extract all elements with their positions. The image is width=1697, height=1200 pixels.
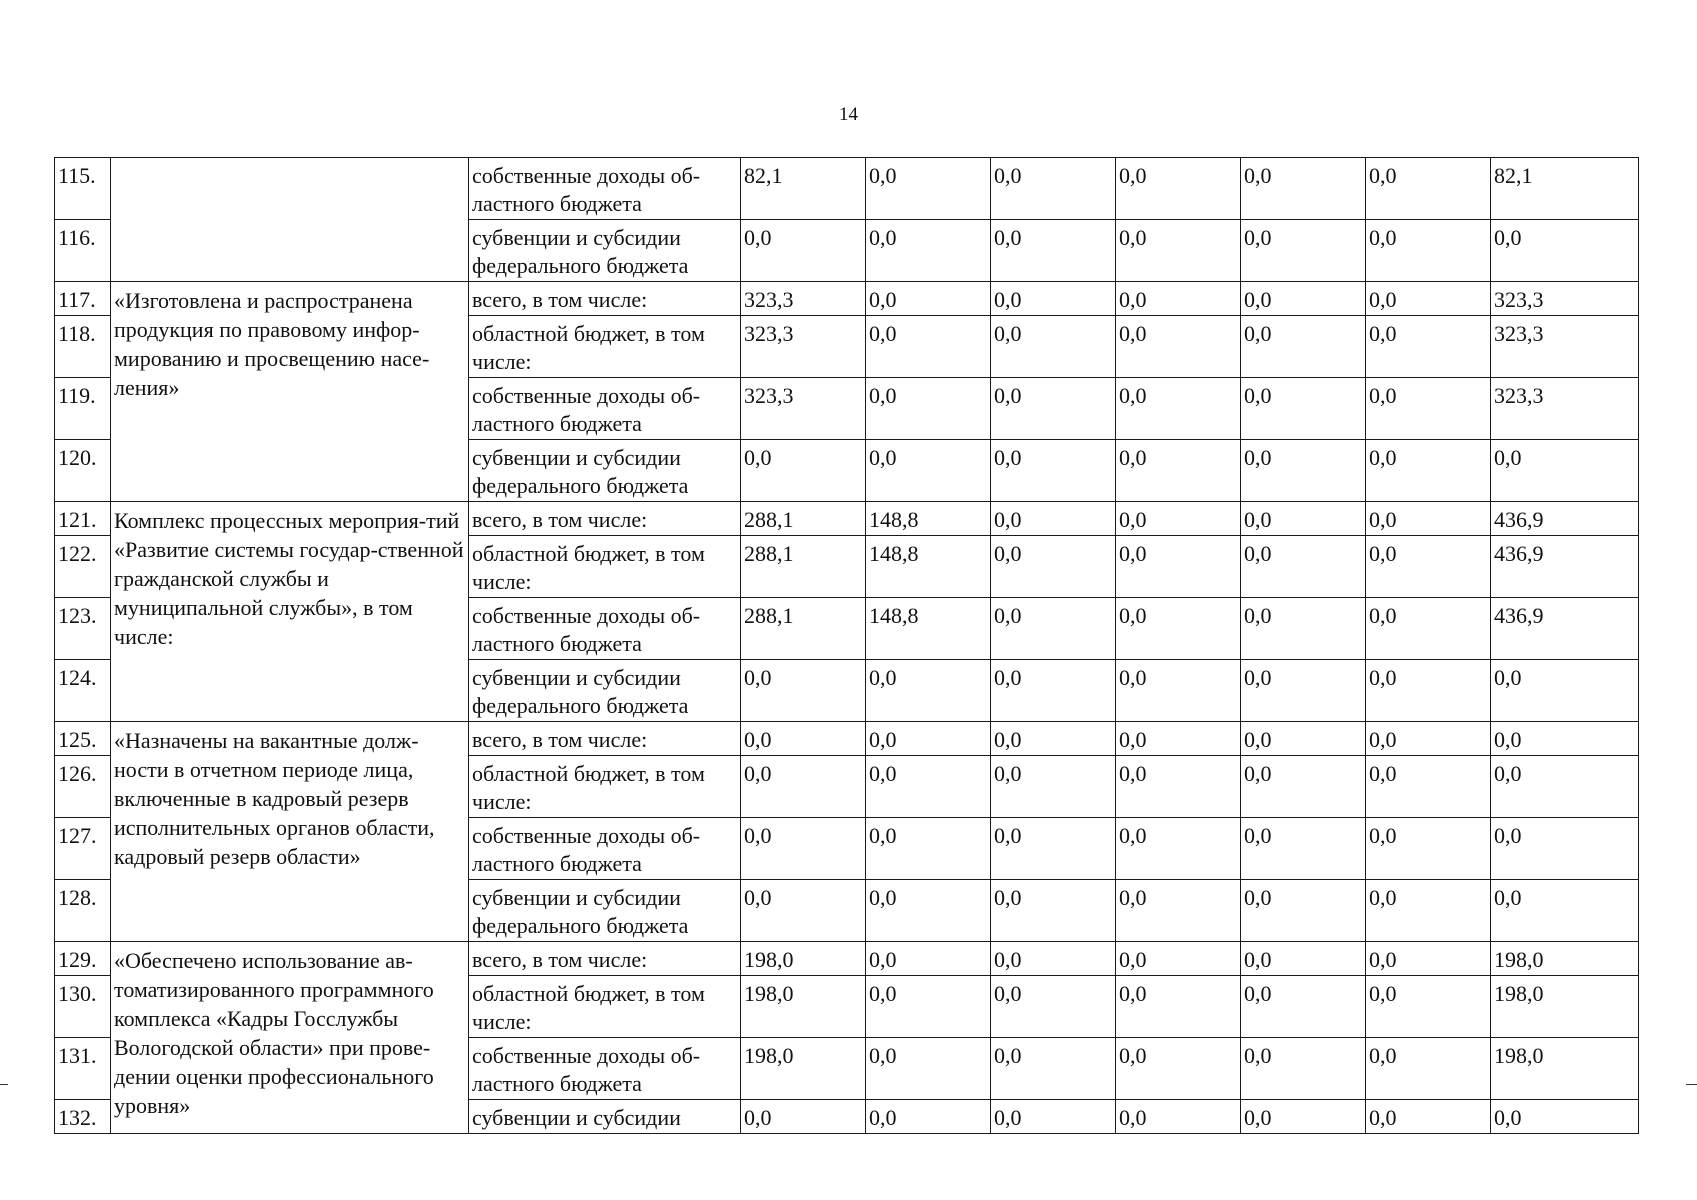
year-value: 0,0 — [1116, 440, 1241, 502]
year-value: 0,0 — [1366, 1100, 1491, 1134]
funding-source: областной бюджет, в том числе: — [469, 316, 741, 378]
year-value: 0,0 — [1366, 942, 1491, 976]
total-value: 0,0 — [1491, 1100, 1639, 1134]
year-value: 0,0 — [1116, 756, 1241, 818]
year-value: 0,0 — [1241, 722, 1366, 756]
year-value: 0,0 — [866, 880, 991, 942]
year-value: 0,0 — [1241, 536, 1366, 598]
year-value: 0,0 — [1241, 660, 1366, 722]
year-value: 0,0 — [1241, 942, 1366, 976]
year-value: 0,0 — [741, 660, 866, 722]
year-value: 0,0 — [991, 976, 1116, 1038]
row-number: 118. — [55, 316, 111, 378]
funding-source: всего, в том числе: — [469, 282, 741, 316]
funding-source: субвенции и субсидии федерального бюджета — [469, 880, 741, 942]
year-value: 148,8 — [866, 598, 991, 660]
year-value: 0,0 — [991, 282, 1116, 316]
year-value: 0,0 — [991, 722, 1116, 756]
year-value: 0,0 — [1366, 316, 1491, 378]
year-value: 0,0 — [1116, 220, 1241, 282]
year-value: 0,0 — [1366, 158, 1491, 220]
year-value: 0,0 — [1366, 660, 1491, 722]
total-value: 0,0 — [1491, 660, 1639, 722]
activity-description — [111, 158, 469, 282]
year-value: 82,1 — [741, 158, 866, 220]
year-value: 0,0 — [991, 942, 1116, 976]
funding-source: собственные доходы об-ластного бюджета — [469, 158, 741, 220]
year-value: 0,0 — [991, 880, 1116, 942]
total-value: 198,0 — [1491, 976, 1639, 1038]
year-value: 0,0 — [1366, 756, 1491, 818]
funding-source: всего, в том числе: — [469, 502, 741, 536]
total-value: 198,0 — [1491, 942, 1639, 976]
total-value: 436,9 — [1491, 598, 1639, 660]
total-value: 82,1 — [1491, 158, 1639, 220]
row-number: 128. — [55, 880, 111, 942]
funding-source: субвенции и субсидии федерального бюджета — [469, 440, 741, 502]
row-number: 130. — [55, 976, 111, 1038]
row-number: 127. — [55, 818, 111, 880]
year-value: 0,0 — [991, 660, 1116, 722]
year-value: 0,0 — [1241, 158, 1366, 220]
year-value: 0,0 — [1241, 818, 1366, 880]
total-value: 0,0 — [1491, 440, 1639, 502]
year-value: 0,0 — [1241, 282, 1366, 316]
row-number: 121. — [55, 502, 111, 536]
row-number: 116. — [55, 220, 111, 282]
year-value: 0,0 — [991, 220, 1116, 282]
funding-source: субвенции и субсидии — [469, 1100, 741, 1134]
table-row — [55, 158, 1639, 220]
year-value: 0,0 — [866, 942, 991, 976]
year-value: 0,0 — [741, 220, 866, 282]
year-value: 0,0 — [866, 660, 991, 722]
year-value: 323,3 — [741, 378, 866, 440]
funding-source: собственные доходы об-ластного бюджета — [469, 1038, 741, 1100]
year-value: 0,0 — [991, 440, 1116, 502]
funding-source: областной бюджет, в том числе: — [469, 756, 741, 818]
year-value: 198,0 — [741, 942, 866, 976]
year-value: 0,0 — [991, 536, 1116, 598]
year-value: 0,0 — [991, 502, 1116, 536]
total-value: 436,9 — [1491, 536, 1639, 598]
year-value: 0,0 — [866, 282, 991, 316]
activity-description: «Изготовлена и распространена продукция по правовому инфор-мированию и просвещению насе-ления» — [111, 282, 469, 502]
row-number: 117. — [55, 282, 111, 316]
year-value: 0,0 — [1366, 220, 1491, 282]
year-value: 0,0 — [1116, 722, 1241, 756]
year-value: 0,0 — [1116, 316, 1241, 378]
year-value: 0,0 — [991, 158, 1116, 220]
year-value: 0,0 — [991, 1100, 1116, 1134]
budget-table — [54, 157, 1639, 1134]
year-value: 148,8 — [866, 502, 991, 536]
row-number: 123. — [55, 598, 111, 660]
year-value: 288,1 — [741, 502, 866, 536]
year-value: 0,0 — [866, 976, 991, 1038]
year-value: 0,0 — [1241, 976, 1366, 1038]
table-row — [55, 942, 1639, 976]
row-number: 125. — [55, 722, 111, 756]
funding-source: собственные доходы об-ластного бюджета — [469, 818, 741, 880]
year-value: 0,0 — [1116, 942, 1241, 976]
year-value: 148,8 — [866, 536, 991, 598]
total-value: 323,3 — [1491, 282, 1639, 316]
total-value: 0,0 — [1491, 756, 1639, 818]
year-value: 0,0 — [991, 1038, 1116, 1100]
funding-source: субвенции и субсидии федерального бюджета — [469, 220, 741, 282]
row-number: 124. — [55, 660, 111, 722]
year-value: 0,0 — [1366, 598, 1491, 660]
year-value: 0,0 — [866, 378, 991, 440]
year-value: 0,0 — [741, 880, 866, 942]
year-value: 323,3 — [741, 316, 866, 378]
year-value: 0,0 — [1116, 502, 1241, 536]
year-value: 0,0 — [991, 818, 1116, 880]
year-value: 0,0 — [741, 440, 866, 502]
activity-description: Комплекс процессных мероприя-тий «Развитие системы государ-ственной гражданской службы и муниципальной службы», в том числе: — [111, 502, 469, 722]
year-value: 0,0 — [1116, 1038, 1241, 1100]
year-value: 198,0 — [741, 976, 866, 1038]
year-value: 0,0 — [741, 722, 866, 756]
year-value: 0,0 — [866, 1038, 991, 1100]
year-value: 0,0 — [1116, 818, 1241, 880]
year-value: 0,0 — [991, 598, 1116, 660]
funding-source: собственные доходы об-ластного бюджета — [469, 598, 741, 660]
year-value: 0,0 — [991, 316, 1116, 378]
year-value: 0,0 — [1241, 756, 1366, 818]
table-row — [55, 282, 1639, 316]
year-value: 0,0 — [1366, 502, 1491, 536]
year-value: 0,0 — [1366, 880, 1491, 942]
year-value: 0,0 — [1241, 220, 1366, 282]
year-value: 0,0 — [1241, 598, 1366, 660]
row-number: 120. — [55, 440, 111, 502]
total-value: 0,0 — [1491, 818, 1639, 880]
year-value: 0,0 — [991, 756, 1116, 818]
year-value: 0,0 — [1116, 536, 1241, 598]
year-value: 0,0 — [741, 756, 866, 818]
total-value: 0,0 — [1491, 722, 1639, 756]
year-value: 0,0 — [1366, 818, 1491, 880]
year-value: 0,0 — [866, 158, 991, 220]
year-value: 0,0 — [1366, 976, 1491, 1038]
year-value: 0,0 — [1241, 378, 1366, 440]
table-row — [55, 502, 1639, 536]
year-value: 288,1 — [741, 598, 866, 660]
year-value: 323,3 — [741, 282, 866, 316]
year-value: 0,0 — [1241, 502, 1366, 536]
funding-source: собственные доходы об-ластного бюджета — [469, 378, 741, 440]
year-value: 0,0 — [1366, 722, 1491, 756]
page-number: 14 — [839, 104, 858, 125]
funding-source: областной бюджет, в том числе: — [469, 976, 741, 1038]
year-value: 0,0 — [1366, 536, 1491, 598]
total-value: 323,3 — [1491, 316, 1639, 378]
year-value: 0,0 — [866, 220, 991, 282]
activity-description: «Назначены на вакантные долж-ности в отчетном периоде лица, включенные в кадровый резерв исполнительных органов области, кадровый резерв области» — [111, 722, 469, 942]
year-value: 0,0 — [1241, 880, 1366, 942]
row-number: 119. — [55, 378, 111, 440]
row-number: 129. — [55, 942, 111, 976]
row-number: 132. — [55, 1100, 111, 1134]
row-number: 115. — [55, 158, 111, 220]
right-edge-mark — [1686, 1084, 1697, 1085]
left-edge-mark — [0, 1084, 8, 1085]
activity-description: «Обеспечено использование ав-томатизированного программного комплекса «Кадры Госслужбы Вологодской области» при прове-дении оценки профессионального уровня» — [111, 942, 469, 1134]
total-value: 0,0 — [1491, 220, 1639, 282]
year-value: 0,0 — [1241, 316, 1366, 378]
year-value: 0,0 — [1116, 282, 1241, 316]
year-value: 0,0 — [866, 756, 991, 818]
year-value: 0,0 — [866, 1100, 991, 1134]
year-value: 0,0 — [866, 818, 991, 880]
funding-source: субвенции и субсидии федерального бюджета — [469, 660, 741, 722]
total-value: 0,0 — [1491, 880, 1639, 942]
year-value: 0,0 — [741, 1100, 866, 1134]
year-value: 0,0 — [1241, 1038, 1366, 1100]
total-value: 436,9 — [1491, 502, 1639, 536]
year-value: 0,0 — [1116, 378, 1241, 440]
table-row — [55, 722, 1639, 756]
funding-source: областной бюджет, в том числе: — [469, 536, 741, 598]
funding-source: всего, в том числе: — [469, 942, 741, 976]
year-value: 0,0 — [1366, 440, 1491, 502]
year-value: 0,0 — [1116, 660, 1241, 722]
year-value: 0,0 — [866, 316, 991, 378]
row-number: 122. — [55, 536, 111, 598]
row-number: 131. — [55, 1038, 111, 1100]
year-value: 0,0 — [1366, 378, 1491, 440]
year-value: 0,0 — [866, 722, 991, 756]
year-value: 0,0 — [866, 440, 991, 502]
year-value: 198,0 — [741, 1038, 866, 1100]
year-value: 0,0 — [1241, 1100, 1366, 1134]
year-value: 0,0 — [1116, 1100, 1241, 1134]
total-value: 198,0 — [1491, 1038, 1639, 1100]
year-value: 0,0 — [991, 378, 1116, 440]
year-value: 0,0 — [1116, 158, 1241, 220]
funding-source: всего, в том числе: — [469, 722, 741, 756]
year-value: 288,1 — [741, 536, 866, 598]
year-value: 0,0 — [1366, 282, 1491, 316]
row-number: 126. — [55, 756, 111, 818]
year-value: 0,0 — [1116, 598, 1241, 660]
year-value: 0,0 — [1366, 1038, 1491, 1100]
year-value: 0,0 — [741, 818, 866, 880]
total-value: 323,3 — [1491, 378, 1639, 440]
year-value: 0,0 — [1116, 880, 1241, 942]
year-value: 0,0 — [1241, 440, 1366, 502]
table-body — [55, 158, 1639, 1134]
year-value: 0,0 — [1116, 976, 1241, 1038]
